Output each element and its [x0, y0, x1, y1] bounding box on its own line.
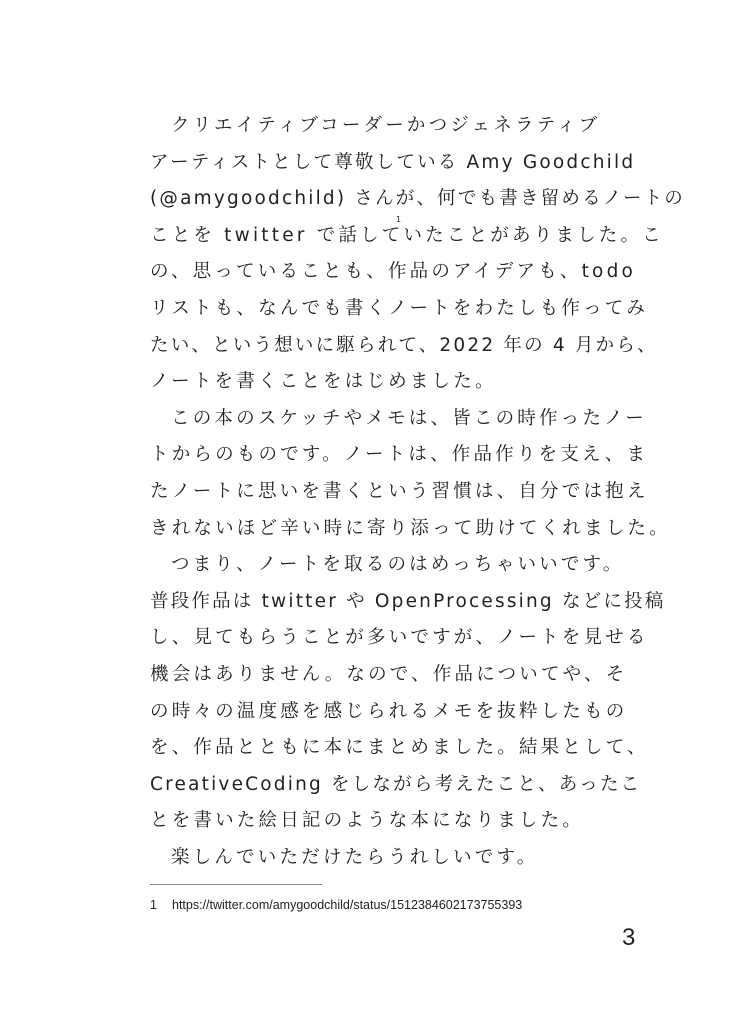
text-line: きれないほど辛い時に寄り添って助けてくれました。	[150, 517, 671, 539]
text-line: し、見てもらうことが多いですが、ノートを見せる	[150, 627, 649, 649]
text-line: の時々の温度感を感じられるメモを抜粋したもの	[150, 700, 628, 722]
text-line: つまり、ノートを取るのはめっちゃいいです。	[171, 554, 625, 576]
text-line: たい、という想いに駆られて、2022 年の 4 月から、	[150, 334, 658, 356]
text-line: ことを twitter で話していたことがありました。こ	[150, 224, 664, 246]
text-line: たノートに思いを書くという習慣は、自分では抱え	[150, 480, 649, 502]
page-number: 3	[622, 924, 636, 951]
text-line: の、思っていることも、作品のアイデアも、todo	[150, 261, 637, 283]
footnote	[150, 896, 522, 914]
text-line: アーティストとして尊敬している Amy Goodchild	[150, 151, 636, 173]
footnote-url-link[interactable]: https://twitter.com/amygoodchild/status/1512384602173755393	[172, 898, 523, 912]
text-line: 普段作品は twitter や OpenProcessing などに投稿	[150, 590, 666, 612]
footnote-reference[interactable]: 1	[396, 214, 402, 224]
footnote-number: 1	[150, 898, 157, 912]
text-line: (@amygoodchild) さんが、何でも書き留めるノートの	[150, 188, 686, 210]
text-line: CreativeCoding をしながら考えたこと、あったこ	[150, 773, 642, 795]
footnote-divider	[150, 884, 322, 885]
text-line: 機会はありません。なので、作品についてや、そ	[150, 663, 628, 685]
text-line: この本のスケッチやメモは、皆この時作ったノー	[171, 407, 647, 429]
text-line: 楽しんでいただけたらうれしいです。	[171, 846, 539, 868]
text-line: とを書いた絵日記のような本になりました。	[150, 810, 585, 832]
text-line-with-footnote	[150, 214, 664, 255]
text-line: を、作品とともに本にまとめました。結果として、	[150, 737, 649, 759]
preface-body	[150, 108, 686, 876]
text-line: クリエイティブコーダーかつジェネラティブ	[171, 115, 601, 136]
text-line: リストも、なんでも書くノートをわたしも作ってみ	[150, 297, 649, 319]
text-line: トからのものです。ノートは、作品作りを支え、ま	[150, 444, 649, 466]
text-line: ノートを書くことをはじめました。	[150, 371, 497, 393]
